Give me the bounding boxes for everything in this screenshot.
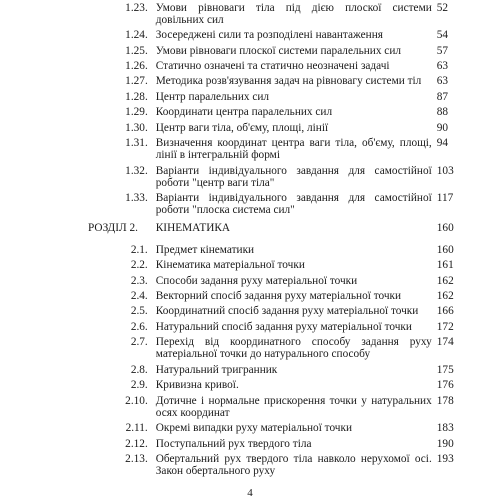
- toc-entry-title: Поступальний рух твердого тіла: [155, 437, 312, 450]
- toc-entry-number: 1.31.: [125, 136, 148, 149]
- toc-entry-number: 1.29.: [125, 106, 148, 119]
- toc-entry: [88, 378, 468, 393]
- toc-entry-page: 63: [436, 59, 449, 72]
- toc-entry-page: 190: [436, 437, 454, 450]
- toc-entry-page: 178: [436, 394, 454, 407]
- toc-section-heading: [88, 218, 468, 242]
- toc-entry-title: Кривизна кривої.: [155, 379, 239, 392]
- toc-entry-number: 2.7.: [130, 336, 148, 349]
- toc-entry-number: 2.9.: [130, 379, 148, 392]
- toc-entry: [88, 89, 468, 104]
- toc-entry-page: 175: [436, 363, 454, 376]
- toc-entry: [88, 288, 468, 303]
- toc-entry-number: 2.10.: [125, 394, 148, 407]
- toc-entry-title: Окремі випадки руху матеріальної точки: [155, 422, 353, 435]
- toc-entry-title: Умови рівноваги тіла під дією плоскої системи довільних сил: [155, 1, 432, 26]
- toc-entry-page: 160: [436, 243, 454, 256]
- toc-entry-title: Перехід від координатного способу задання руху матеріальної точки до натурального способу: [155, 336, 432, 361]
- toc-entry: [88, 436, 468, 451]
- toc-entry-page: 52: [436, 1, 449, 14]
- toc-entry-number: 2.2.: [130, 259, 148, 272]
- toc-entry: [88, 135, 468, 163]
- toc-entry-page: 161: [436, 259, 454, 272]
- toc-entry-title: Предмет кінематики: [155, 243, 255, 256]
- toc-entry-number: 1.23.: [125, 1, 148, 14]
- toc-entry: [88, 105, 468, 120]
- toc-entry-title: Координатний спосіб задання руху матеріальної точки: [155, 305, 419, 318]
- toc-entry-title: Дотичне і нормальне прискорення точки у натуральних осях координат: [155, 394, 432, 419]
- toc-entry-title: Методика розв'язування задач на рівновагу системи тіл: [155, 75, 422, 88]
- toc-entry-page: 176: [436, 379, 454, 392]
- toc-entry-title: Умови рівноваги плоскої системи паралельних сил: [155, 44, 402, 57]
- toc-entry-title: Кінематика матеріальної точки: [155, 259, 305, 272]
- toc-entry-number: 1.25.: [125, 44, 148, 57]
- toc-entry-number: 1.32.: [125, 164, 148, 177]
- toc-entry: [88, 362, 468, 377]
- toc-entry-number: 1.24.: [125, 29, 148, 42]
- toc-entry-number: 2.3.: [130, 274, 148, 287]
- toc-entry: [88, 0, 468, 28]
- toc-entry: [88, 304, 468, 319]
- toc-entry-number: 1.33.: [125, 192, 148, 205]
- toc-entry-number: 1.30.: [125, 121, 148, 134]
- toc-entry-number: 2.11.: [125, 422, 148, 435]
- toc-entry-title: Обертальний рух твердого тіла навколо нерухомої осі. Закон обертального руху: [155, 453, 432, 478]
- toc-entry-page: 193: [436, 453, 454, 465]
- toc-entry-title: Варіанти індивідуального завдання для самостійної роботи "плоска система сил": [155, 192, 432, 217]
- toc-entry: [88, 273, 468, 288]
- toc-entry-title: Варіанти індивідуального завдання для самостійної роботи "центр ваги тіла": [155, 164, 432, 189]
- toc-entry: [88, 451, 468, 479]
- toc-entry-page: 183: [436, 422, 454, 435]
- section-title: КІНЕМАТИКА: [155, 222, 231, 235]
- toc-entry-page: 87: [436, 90, 449, 103]
- toc-entry-number: 2.13.: [125, 453, 148, 465]
- toc-entry: [88, 242, 468, 257]
- toc-entry: [88, 191, 468, 219]
- toc-entry: [88, 120, 468, 135]
- page-number: 4: [247, 487, 253, 499]
- toc-entry-number: 1.28.: [125, 90, 148, 103]
- toc-entry: [88, 58, 468, 73]
- toc-entry-title: Визначення координат центра ваги тіла, об'єму, площі, лінії в інтегральній формі: [155, 136, 432, 162]
- toc-entry-page: 54: [436, 29, 449, 42]
- toc-entry-page: 166: [436, 305, 454, 318]
- toc-entry: [88, 28, 468, 43]
- toc-entry-title: Центр ваги тіла, об'єму, площі, лінії: [155, 121, 329, 134]
- toc-entry-number: 1.26.: [125, 59, 148, 72]
- toc-entry-title: Способи задання руху матеріальної точки: [155, 274, 358, 287]
- section-page: 160: [436, 222, 454, 235]
- toc-entry-page: 94: [436, 136, 449, 149]
- toc-entry-title: Векторний спосіб задання руху матеріальної точки: [155, 290, 402, 303]
- toc-entry-page: 57: [436, 44, 449, 57]
- toc-entry-number: 2.4.: [130, 290, 148, 303]
- toc-entry-title: Статично означені та статично неозначені задачі: [155, 59, 390, 72]
- toc-entry-number: 2.8.: [130, 363, 148, 376]
- toc-entry-number: 2.12.: [125, 437, 148, 450]
- toc-entry: [88, 393, 468, 421]
- toc-entry-page: 174: [436, 336, 454, 349]
- toc-entry: [88, 74, 468, 89]
- toc-entry: [88, 163, 468, 191]
- toc-entry: [88, 258, 468, 273]
- toc-entry-number: 2.5.: [130, 305, 148, 318]
- toc-entry-page: 103: [436, 164, 454, 177]
- toc-entry-page: 117: [436, 192, 454, 205]
- toc-entry: [88, 43, 468, 58]
- toc-entry-page: 162: [436, 274, 454, 287]
- toc-entry-number: 2.6.: [130, 320, 148, 333]
- toc-entry-page: 88: [436, 106, 449, 119]
- toc-entry-title: Зосереджені сили та розподілені навантаження: [155, 29, 383, 42]
- toc-entry-page: 162: [436, 290, 454, 303]
- section-number: РОЗДІЛ 2.: [88, 222, 138, 235]
- toc-entry-title: Центр паралельних сил: [155, 90, 270, 103]
- toc-entry-page: 172: [436, 320, 454, 333]
- toc-entry-title: Натуральний тригранник: [155, 363, 278, 376]
- toc-entry: [88, 421, 468, 436]
- toc-entry-title: Натуральний спосіб задання руху матеріальної точки: [155, 320, 412, 333]
- toc-entry: [88, 319, 468, 334]
- toc-entry-number: 1.27.: [125, 75, 148, 88]
- table-of-contents: [88, 0, 468, 479]
- toc-entry-page: 90: [436, 121, 449, 134]
- toc-entry-number: 2.1.: [130, 243, 148, 256]
- toc-entry-page: 63: [436, 75, 449, 88]
- toc-entry: [88, 335, 468, 363]
- toc-entry-title: Координати центра паралельних сил: [155, 106, 333, 119]
